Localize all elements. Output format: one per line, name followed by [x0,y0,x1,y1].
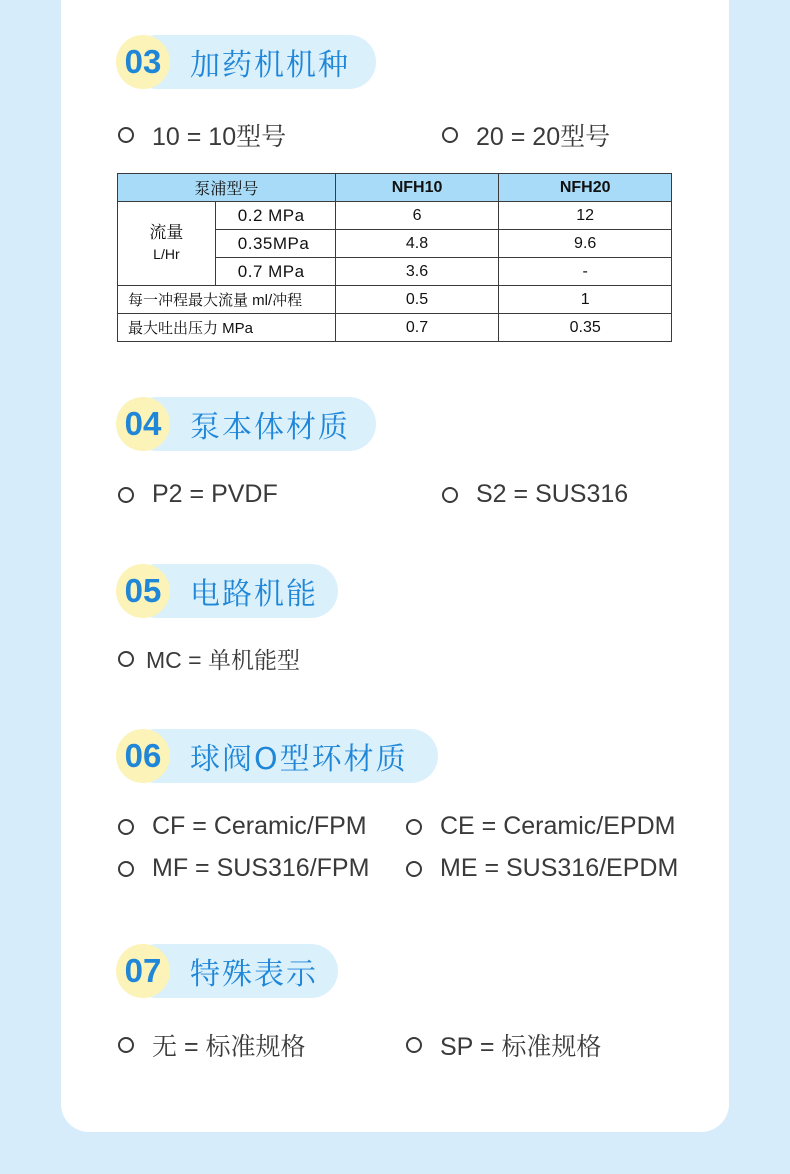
section-title: 泵本体材质 [190,410,350,445]
option-standard[interactable] [118,1027,306,1063]
option-20[interactable] [442,117,610,153]
section-title: 电路机能 [190,577,318,612]
table-header-row [118,174,672,202]
radio-icon[interactable] [406,1037,422,1053]
option-label: MC = 单机能型 [146,647,300,673]
table-cell: 4.8 [335,230,499,258]
option-mc[interactable] [118,642,300,675]
section-number: 04 [116,397,170,451]
table-row [118,202,672,230]
flow-label-cell [118,202,216,286]
option-label: SP = 标准规格 [440,1033,602,1061]
section-title: 球阀O型环材质 [190,742,408,777]
section-06-header [116,729,408,783]
section-number: 07 [116,944,170,998]
table-cell: 最大吐出压力 MPa [118,314,336,342]
radio-icon[interactable] [118,1037,134,1053]
option-label: ME = SUS316/EPDM [440,854,679,882]
table-cell: 0.35 [499,314,672,342]
radio-icon[interactable] [406,861,422,877]
table-cell: 0.7 [335,314,499,342]
pressure-cell: 0.35MPa [215,230,335,258]
table-cell: - [499,258,672,286]
option-sp[interactable] [406,1027,601,1063]
section-number: 03 [116,35,170,89]
section-05-header [116,564,318,618]
option-label: MF = SUS316/FPM [152,854,370,882]
option-label: 无 = 标准规格 [152,1033,306,1061]
table-row [118,314,672,342]
table-cell: 1 [499,286,672,314]
option-label: 10 = 10型号 [152,123,287,151]
table-cell: 6 [335,202,499,230]
section-title: 加药机机种 [190,48,350,83]
pressure-cell: 0.2 MPa [215,202,335,230]
radio-icon[interactable] [406,819,422,835]
option-10[interactable] [118,117,286,153]
table-header-cell: 泵浦型号 [118,174,336,202]
table-cell: 每一冲程最大流量 ml/冲程 [118,286,336,314]
section-title: 特殊表示 [190,957,318,992]
radio-icon[interactable] [442,127,458,143]
section-07-header [116,944,318,998]
section-04-header [116,397,350,451]
radio-icon[interactable] [442,487,458,503]
table-cell: 3.6 [335,258,499,286]
table-header-cell: NFH20 [499,174,672,202]
option-mf[interactable] [118,854,369,883]
option-p2[interactable] [118,480,278,509]
option-label: 20 = 20型号 [476,123,611,151]
option-cf[interactable] [118,812,367,841]
radio-icon[interactable] [118,127,134,143]
option-ce[interactable] [406,812,675,841]
flow-label: 流量 [149,223,184,243]
option-label: P2 = PVDF [152,480,278,508]
table-cell: 0.5 [335,286,499,314]
option-me[interactable] [406,854,678,883]
table-cell: 12 [499,202,672,230]
pump-spec-table [117,173,672,342]
option-label: CE = Ceramic/EPDM [440,812,676,840]
table-cell: 9.6 [499,230,672,258]
radio-icon[interactable] [118,487,134,503]
radio-icon[interactable] [118,861,134,877]
table-row [118,286,672,314]
table-header-cell: NFH10 [335,174,499,202]
radio-icon[interactable] [118,651,134,667]
section-number: 05 [116,564,170,618]
option-label: CF = Ceramic/FPM [152,812,367,840]
radio-icon[interactable] [118,819,134,835]
option-label: S2 = SUS316 [476,480,629,508]
section-number: 06 [116,729,170,783]
flow-unit: L/Hr [153,245,180,262]
section-03-header [116,35,350,89]
pressure-cell: 0.7 MPa [215,258,335,286]
option-s2[interactable] [442,480,628,509]
